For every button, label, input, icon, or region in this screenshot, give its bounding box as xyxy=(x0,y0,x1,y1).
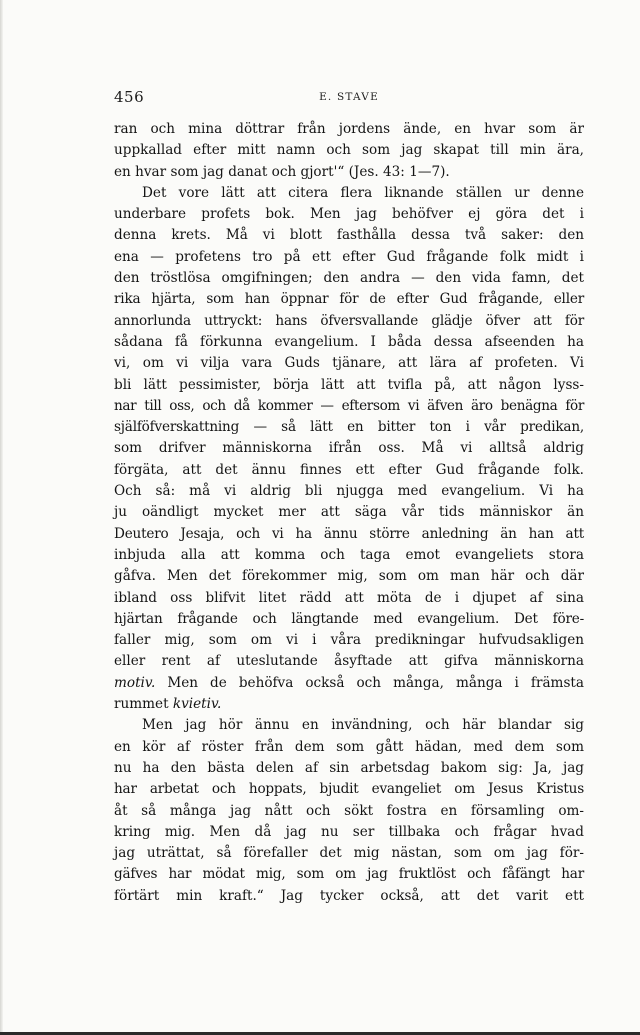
text-line: Det vore lätt att citera flera liknande ställen ur denne xyxy=(142,184,584,201)
text-line: denna krets. Må vi blott fasthålla dessa två saker: den xyxy=(114,227,584,244)
text-line: gäfves har mödat mig, som om jag fruktlöst och fåfängt har xyxy=(114,866,584,883)
text-line: som drifver människorna ifrån oss. Må vi alltså aldrig xyxy=(114,440,584,457)
text-line: Men jag hör ännu en invändning, och här blandar sig xyxy=(142,717,584,734)
text-line xyxy=(114,694,584,715)
page-number: 456 xyxy=(114,88,145,106)
text-line: åt så många jag nått och sökt fostra en församling om- xyxy=(114,802,584,819)
text-line: den tröstlösa omgifningen; den andra — den vida famn, det xyxy=(114,270,584,287)
text-line: nar till oss, och då kommer — eftersom vi äfven äro benägna för xyxy=(114,397,584,414)
running-head: E. STAVE xyxy=(319,91,379,103)
text-line: annorlunda uttryckt: hans öfversvallande glädje öfver att för xyxy=(114,312,584,329)
text-line: gåfva. Men det förekommer mig, som om man här och där xyxy=(114,568,584,585)
text-line: ibland oss blifvit litet rädd att möta de i djupet af sina xyxy=(114,589,584,606)
text-line: ju oändligt mycket mer att säga vår tids människor än xyxy=(114,504,584,521)
text-line: bli lätt pessimister, börja lätt att tvifla på, att någon lyss- xyxy=(114,376,584,393)
text-line: ena — profetens tro på ett efter Gud frågande folk midt i xyxy=(114,248,584,265)
text-line: kring mig. Men då jag nu ser tillbaka och frågar hvad xyxy=(114,823,584,840)
text-line: nu ha den bästa delen af sin arbetsdag bakom sig: Ja, jag xyxy=(114,759,584,776)
text-line: eller rent af uteslutande åsyftade att gifva människorna xyxy=(114,653,584,670)
italic-word: kvietiv. xyxy=(172,696,222,713)
text-line: inbjuda alla att komma och taga emot evangeliets stora xyxy=(114,546,584,563)
text-line: uppkallad efter mitt namn och som jag skapat till min ära, xyxy=(114,142,584,159)
text-line: själföfverskattning — så lätt en bitter ton i vår predikan, xyxy=(114,419,584,436)
text-segment: Men de behöfva också och många, många i främsta xyxy=(167,674,584,691)
text-segment: rummet xyxy=(114,696,169,713)
text-line: jag uträttat, så förefaller det mig nästan, som om jag för- xyxy=(114,845,584,862)
text-line: sådana få förkunna evangelium. I båda dessa afseenden ha xyxy=(114,333,584,350)
text-line: rika hjärta, som han öppnar för de efter Gud frågande, eller xyxy=(114,291,584,308)
text-line: vi, om vi vilja vara Guds tjänare, att lära af profeten. Vi xyxy=(114,355,584,372)
text-line: förtärt min kraft.“ Jag tycker också, att det varit ett xyxy=(114,887,584,904)
body-text xyxy=(114,119,584,907)
text-line: förgäta, att det ännu finnes ett efter Gud frågande folk. xyxy=(114,461,584,478)
text-line: ran och mina döttrar från jordens ände, en hvar som är xyxy=(114,121,584,137)
page-header xyxy=(114,88,584,108)
text-line: underbare profets bok. Men jag behöfver ej göra det i xyxy=(114,206,584,223)
text-line: en kör af röster från dem som gått hädan, med dem som xyxy=(114,738,584,755)
text-line: Deutero Jesaja, och vi ha ännu större anledning än han att xyxy=(114,525,584,542)
italic-word: motiv. xyxy=(114,674,156,691)
text-line: hjärtan frågande och längtande med evangelium. Det före- xyxy=(114,610,584,627)
text-line xyxy=(114,673,584,694)
text-line: Och så: må vi aldrig bli njugga med evangelium. Vi ha xyxy=(114,483,584,500)
text-line: har arbetat och hoppats, bjudit evangeliet om Jesus Kristus xyxy=(114,781,584,798)
text-line: en hvar som jag danat och gjort'“ (Jes. 43: 1—7). xyxy=(114,163,450,180)
page-left-edge xyxy=(0,0,3,1035)
text-line: faller mig, som om vi i våra predikningar hufvudsakligen xyxy=(114,632,584,649)
